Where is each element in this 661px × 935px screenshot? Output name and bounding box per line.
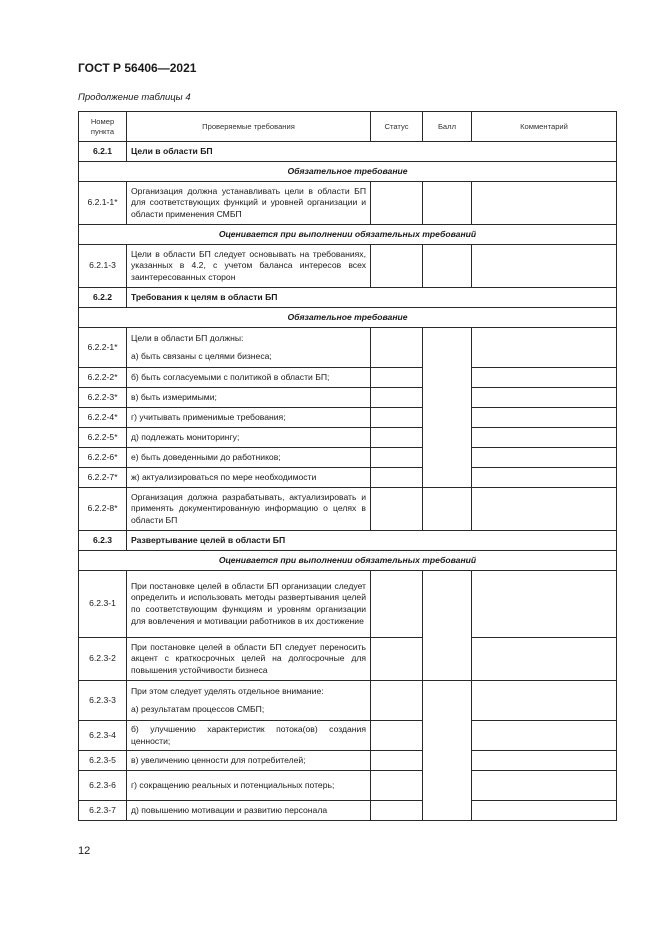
status-cell[interactable]	[371, 721, 423, 751]
table-row	[79, 448, 617, 468]
status-cell[interactable]	[371, 801, 423, 821]
item-number: 6.2.3-6	[79, 771, 127, 801]
status-cell[interactable]	[371, 638, 423, 681]
column-header-comment: Комментарий	[472, 112, 617, 142]
table-row	[79, 368, 617, 388]
table-row	[79, 721, 617, 751]
requirement-text: При постановке целей в области БП следует переносить акцент с краткосрочных целей на долгосрочные для повышения устойчивости бизнеса	[127, 638, 371, 681]
table-row-title	[79, 288, 617, 308]
requirement-text: д) повышению мотивации и развитию персонала	[127, 801, 371, 821]
table-row	[79, 801, 617, 821]
comment-cell[interactable]	[472, 182, 617, 225]
status-cell[interactable]	[371, 571, 423, 638]
comment-cell[interactable]	[472, 388, 617, 408]
requirement-intro: При этом следует уделять отдельное внимание:	[131, 685, 324, 696]
comment-cell[interactable]	[472, 468, 617, 488]
status-cell[interactable]	[371, 388, 423, 408]
item-number: 6.2.3-2	[79, 638, 127, 681]
score-cell[interactable]	[423, 328, 472, 488]
item-number: 6.2.1-1*	[79, 182, 127, 225]
comment-cell[interactable]	[472, 328, 617, 368]
status-cell[interactable]	[371, 408, 423, 428]
table-row	[79, 328, 617, 368]
score-cell[interactable]	[423, 182, 472, 225]
table-row-title	[79, 142, 617, 162]
document-code: ГОСТ Р 56406—2021	[78, 61, 197, 75]
section-label: Обязательное требование	[79, 308, 617, 328]
comment-cell[interactable]	[472, 428, 617, 448]
requirement-text	[127, 681, 371, 721]
status-cell[interactable]	[371, 448, 423, 468]
column-header-requirements: Проверяемые требования	[127, 112, 371, 142]
item-number: 6.2.2-7*	[79, 468, 127, 488]
status-cell[interactable]	[371, 681, 423, 721]
score-cell[interactable]	[423, 488, 472, 531]
comment-cell[interactable]	[472, 721, 617, 751]
item-number: 6.2.2-3*	[79, 388, 127, 408]
score-cell[interactable]	[423, 681, 472, 821]
comment-cell[interactable]	[472, 638, 617, 681]
score-cell[interactable]	[423, 571, 472, 681]
table-row	[79, 468, 617, 488]
subsection-title: Цели в области БП	[127, 142, 617, 162]
status-cell[interactable]	[371, 368, 423, 388]
table-row	[79, 408, 617, 428]
subsection-title: Требования к целям в области БП	[127, 288, 617, 308]
requirement-text: г) учитывать применимые требования;	[127, 408, 371, 428]
item-number: 6.2.2-6*	[79, 448, 127, 468]
requirement-text: ж) актуализироваться по мере необходимости	[127, 468, 371, 488]
item-number: 6.2.2-2*	[79, 368, 127, 388]
item-number: 6.2.1	[79, 142, 127, 162]
comment-cell[interactable]	[472, 751, 617, 771]
requirement-text: е) быть доведенными до работников;	[127, 448, 371, 468]
requirement-text: б) улучшению характеристик потока(ов) создания ценности;	[127, 721, 371, 751]
item-number: 6.2.2-8*	[79, 488, 127, 531]
item-number: 6.2.2	[79, 288, 127, 308]
item-number: 6.2.3-3	[79, 681, 127, 721]
table-row	[79, 245, 617, 288]
subsection-title: Развертывание целей в области БП	[127, 531, 617, 551]
requirement-text	[127, 328, 371, 368]
table-row	[79, 488, 617, 531]
table-row	[79, 681, 617, 721]
requirement-text: Организация должна устанавливать цели в области БП для соответствующих функций и уровней организации и области применения СМБП	[127, 182, 371, 225]
status-cell[interactable]	[371, 771, 423, 801]
requirement-subitem: а) результатам процессов СМБП;	[131, 703, 265, 714]
table-row	[79, 428, 617, 448]
column-header-number: Номер пункта	[79, 112, 127, 142]
status-cell[interactable]	[371, 182, 423, 225]
table-row	[79, 388, 617, 408]
comment-cell[interactable]	[472, 771, 617, 801]
item-number: 6.2.3-5	[79, 751, 127, 771]
requirement-text: в) увеличению ценности для потребителей;	[127, 751, 371, 771]
requirement-text: г) сокращению реальных и потенциальных потерь;	[127, 771, 371, 801]
requirement-text: б) быть согласуемыми с политикой в области БП;	[127, 368, 371, 388]
table-header-row	[79, 112, 617, 142]
table-continuation-caption: Продолжение таблицы 4	[78, 92, 191, 103]
comment-cell[interactable]	[472, 448, 617, 468]
table-row-section	[79, 225, 617, 245]
table-row-section	[79, 162, 617, 182]
table-row	[79, 771, 617, 801]
comment-cell[interactable]	[472, 681, 617, 721]
page-number: 12	[78, 845, 91, 857]
comment-cell[interactable]	[472, 408, 617, 428]
table-row	[79, 751, 617, 771]
table-row-title	[79, 531, 617, 551]
table-row	[79, 571, 617, 638]
status-cell[interactable]	[371, 328, 423, 368]
table-row	[79, 182, 617, 225]
requirement-text: д) подлежать мониторингу;	[127, 428, 371, 448]
requirement-intro: Цели в области БП должны:	[131, 332, 244, 343]
status-cell[interactable]	[371, 428, 423, 448]
score-cell[interactable]	[423, 245, 472, 288]
table-row	[79, 638, 617, 681]
column-header-score: Балл	[423, 112, 472, 142]
comment-cell[interactable]	[472, 245, 617, 288]
requirement-text: Организация должна разрабатывать, актуализировать и применять документированную информацию о целях в области БП	[127, 488, 371, 531]
section-label: Оценивается при выполнении обязательных требований	[79, 551, 617, 571]
item-number: 6.2.3-4	[79, 721, 127, 751]
item-number: 6.2.2-1*	[79, 328, 127, 368]
item-number: 6.2.1-3	[79, 245, 127, 288]
requirement-text: Цели в области БП следует основывать на требованиях, указанных в 4.2, с учетом баланса интересов всех заинтересованных сторон	[127, 245, 371, 288]
status-cell[interactable]	[371, 468, 423, 488]
item-number: 6.2.3	[79, 531, 127, 551]
item-number: 6.2.2-4*	[79, 408, 127, 428]
comment-cell[interactable]	[472, 801, 617, 821]
item-number: 6.2.3-7	[79, 801, 127, 821]
table-row-section	[79, 551, 617, 571]
requirement-text: При постановке целей в области БП организации следует определить и использовать методы развертывания целей по соответствующим функциям и уровням организации для вовлечения и мотивации работников в их достижение	[127, 571, 371, 638]
status-cell[interactable]	[371, 245, 423, 288]
comment-cell[interactable]	[472, 488, 617, 531]
item-number: 6.2.3-1	[79, 571, 127, 638]
requirement-subitem: а) быть связаны с целями бизнеса;	[131, 350, 272, 361]
requirements-table	[78, 111, 617, 821]
column-header-status: Статус	[371, 112, 423, 142]
requirement-text: в) быть измеримыми;	[127, 388, 371, 408]
section-label: Обязательное требование	[79, 162, 617, 182]
table-row-section	[79, 308, 617, 328]
status-cell[interactable]	[371, 488, 423, 531]
status-cell[interactable]	[371, 751, 423, 771]
comment-cell[interactable]	[472, 368, 617, 388]
item-number: 6.2.2-5*	[79, 428, 127, 448]
section-label: Оценивается при выполнении обязательных требований	[79, 225, 617, 245]
comment-cell[interactable]	[472, 571, 617, 638]
